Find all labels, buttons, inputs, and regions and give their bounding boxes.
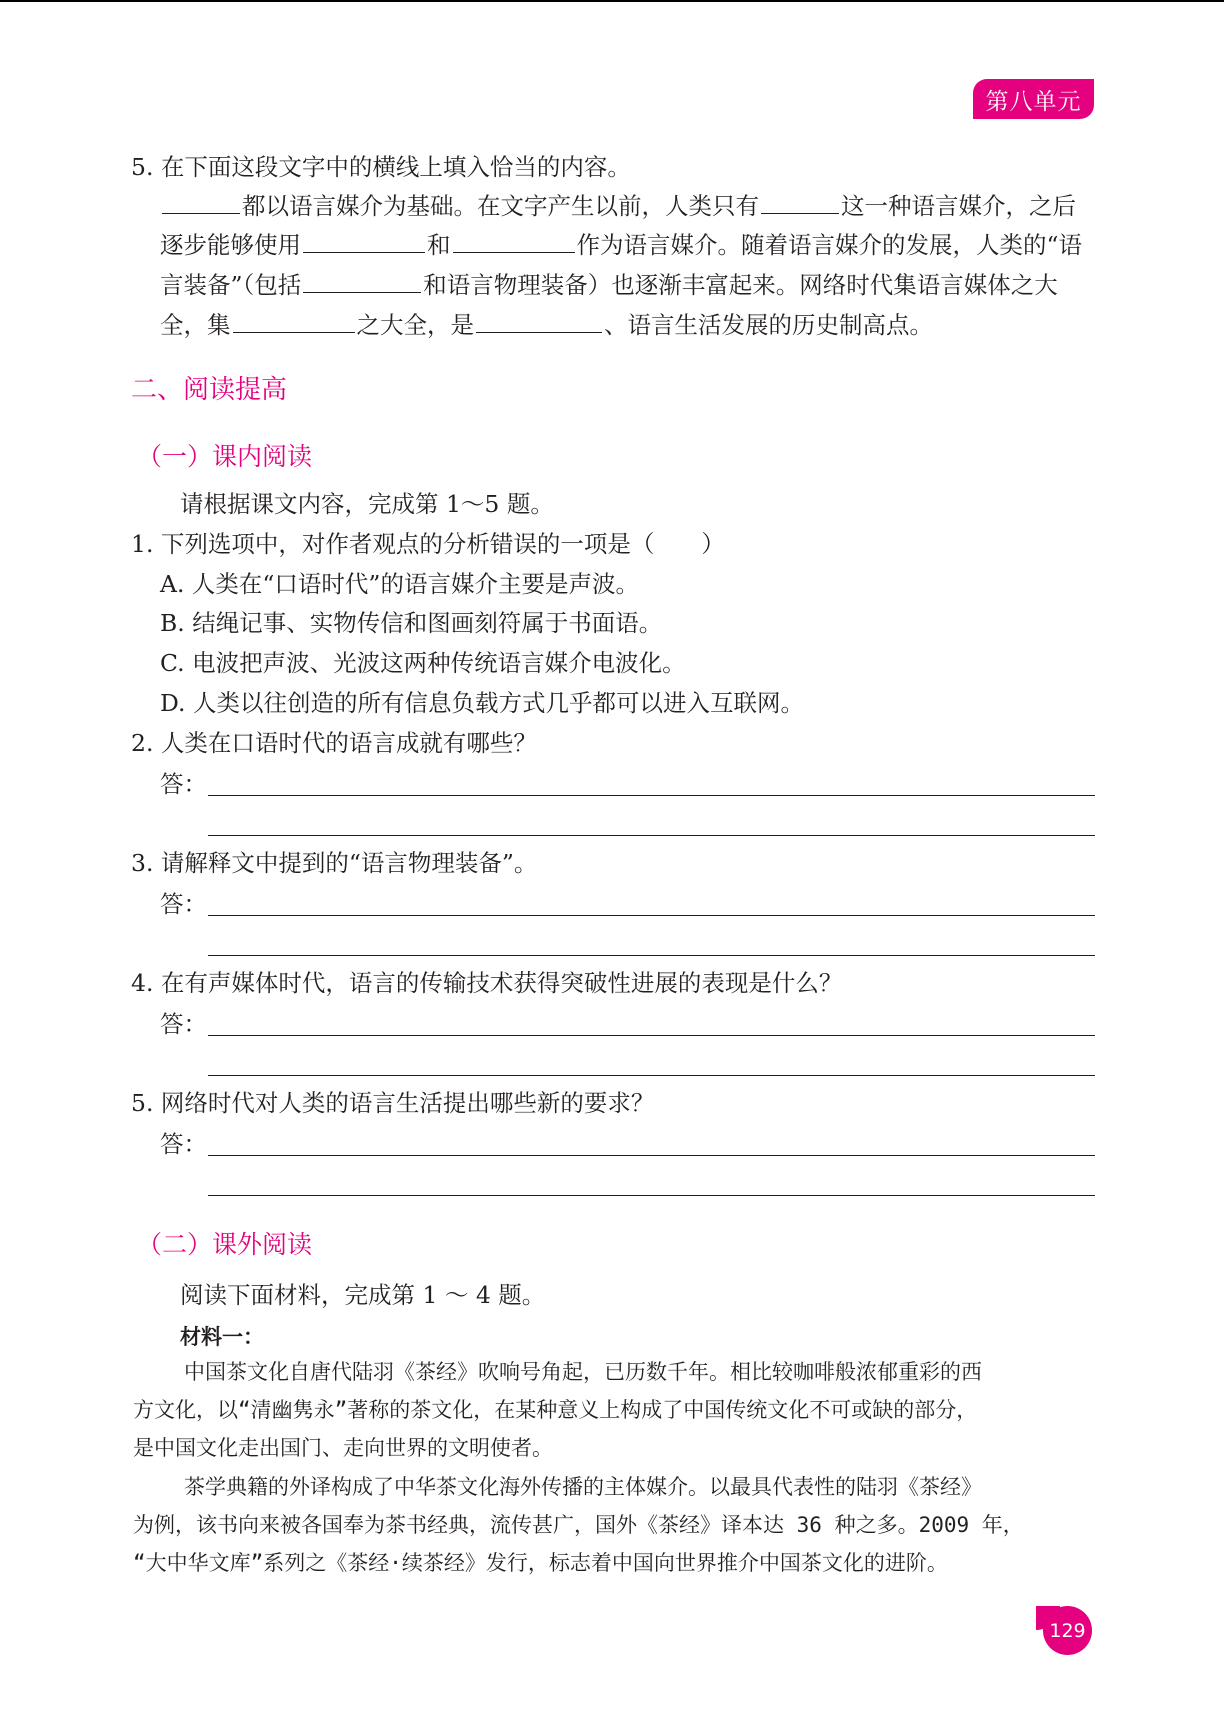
q5-reading-stem: 5. 网络时代对人类的语言生活提出哪些新的要求？ bbox=[131, 1089, 655, 1117]
q4-answer-line-1[interactable] bbox=[208, 1035, 1095, 1036]
para2-line-1: 茶学典籍的外译构成了中华茶文化海外传播的主体媒介。以最具代表性的陆羽《茶经》 bbox=[184, 1475, 982, 1499]
para1-line-1: 中国茶文化自唐代陆羽《茶经》吹响号角起，已历数千年。相比较咖啡般浓郁重彩的西 bbox=[184, 1360, 982, 1384]
q2-answer-label: 答： bbox=[160, 770, 207, 798]
q4-answer-line-2[interactable] bbox=[208, 1075, 1095, 1076]
blank-5[interactable] bbox=[303, 270, 421, 293]
q2-answer-line-2[interactable] bbox=[208, 835, 1095, 836]
q1-option-b[interactable]: B. 结绳记事、实物传信和图画刻符属于书面语。 bbox=[160, 609, 663, 637]
q5-line-4: 全，集 之大全，是 、语言生活发展的历史制高点。 bbox=[160, 311, 933, 339]
q1-option-d[interactable]: D. 人类以往创造的所有信息负载方式几乎都可以进入互联网。 bbox=[160, 689, 804, 717]
q2-stem: 2. 人类在口语时代的语言成就有哪些？ bbox=[131, 729, 537, 757]
q3-answer-label: 答： bbox=[160, 890, 207, 918]
q5-line-1: 都以语言媒介为基础。在文字产生以前，人类只有 这一种语言媒介，之后 bbox=[160, 191, 1076, 221]
material-label: 材料一： bbox=[180, 1325, 264, 1349]
q5-answer-line-2[interactable] bbox=[208, 1195, 1095, 1196]
unit-tab: 第八单元 bbox=[973, 79, 1094, 119]
q1-option-c[interactable]: C. 电波把声波、光波这两种传统语言媒介电波化。 bbox=[160, 649, 686, 677]
q2-answer-line-1[interactable] bbox=[208, 795, 1095, 796]
q5-answer-line-1[interactable] bbox=[208, 1155, 1095, 1156]
blank-3[interactable] bbox=[303, 230, 425, 253]
top-border bbox=[0, 0, 1224, 2]
para2-line-3: “大中华文库”系列之《茶经·续茶经》发行，标志着中国向世界推介中国茶文化的进阶。 bbox=[133, 1551, 948, 1575]
q3-answer-line-1[interactable] bbox=[208, 915, 1095, 916]
q1-stem: 1. 下列选项中，对作者观点的分析错误的一项是（ ） bbox=[131, 530, 725, 558]
part1-title: （一）课内阅读 bbox=[137, 442, 313, 471]
para1-line-3: 是中国文化走出国门、走向世界的文明使者。 bbox=[133, 1436, 553, 1460]
page-number: 129 bbox=[1043, 1606, 1092, 1655]
blank-1[interactable] bbox=[162, 191, 240, 214]
part1-intro: 请根据课文内容，完成第 1～5 题。 bbox=[180, 490, 554, 518]
q3-answer-line-2[interactable] bbox=[208, 955, 1095, 956]
q1-option-a[interactable]: A. 人类在“口语时代”的语言媒介主要是声波。 bbox=[160, 570, 639, 598]
blank-6[interactable] bbox=[233, 310, 355, 333]
part2-title: （二）课外阅读 bbox=[137, 1230, 313, 1259]
section-title: 二、阅读提高 bbox=[131, 375, 288, 405]
q5-line-2: 逐步能够使用 和 作为语言媒介。随着语言媒介的发展，人类的“语 bbox=[160, 231, 1083, 259]
blank-2[interactable] bbox=[761, 191, 839, 214]
q5-answer-label: 答： bbox=[160, 1130, 207, 1158]
q5-line-3: 言装备”（包括 和语言物理装备）也逐渐丰富起来。网络时代集语言媒体之大 bbox=[160, 271, 1058, 299]
para1-line-2: 方文化，以“清幽隽永”著称的茶文化，在某种意义上构成了中国传统文化不可或缺的部分， bbox=[133, 1398, 978, 1422]
para2-line-2: 为例，该书向来被各国奉为茶书经典，流传甚广，国外《茶经》译本达 36 种之多。2009 年， bbox=[133, 1513, 1024, 1537]
q5-stem: 5. 在下面这段文字中的横线上填入恰当的内容。 bbox=[131, 153, 631, 181]
part2-intro: 阅读下面材料，完成第 1 ～ 4 题。 bbox=[180, 1281, 546, 1309]
blank-4[interactable] bbox=[453, 230, 575, 253]
q4-stem: 4. 在有声媒体时代，语言的传输技术获得突破性进展的表现是什么？ bbox=[131, 969, 843, 997]
q3-stem: 3. 请解释文中提到的“语言物理装备”。 bbox=[131, 849, 538, 877]
blank-7[interactable] bbox=[476, 310, 602, 333]
q4-answer-label: 答： bbox=[160, 1010, 207, 1038]
